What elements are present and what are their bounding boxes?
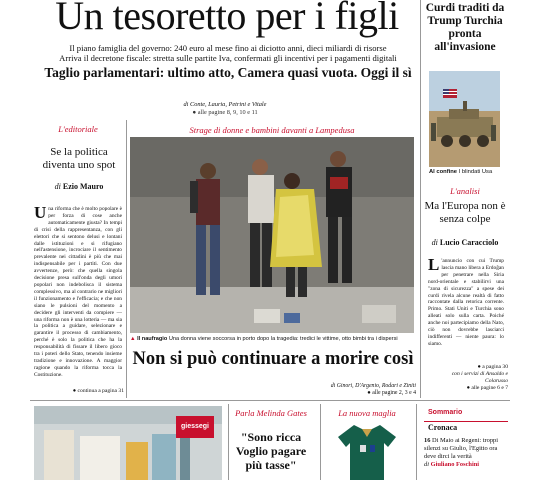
bottom-rule-1 bbox=[228, 404, 229, 480]
analysis-author-name: Lucio Caracciolo bbox=[439, 238, 499, 247]
shirt-kicker: La nuova maglia bbox=[338, 408, 396, 418]
analysis-title: Ma l'Europa non è senza colpe bbox=[424, 200, 506, 225]
main-byline bbox=[120, 101, 330, 117]
rescue-caption bbox=[130, 336, 420, 343]
analysis-continues: ● a pagina 30 bbox=[477, 364, 508, 370]
cronaca-label: Cronaca bbox=[428, 423, 458, 432]
editorial-author bbox=[34, 182, 124, 191]
caption-triangle-icon: ▲ bbox=[130, 336, 136, 342]
photo-story-pages: ● alle pagine 2, 3 e 4 bbox=[367, 390, 416, 396]
editorial-dropcap: U bbox=[34, 206, 47, 222]
editorial-kicker: L'editoriale bbox=[58, 124, 98, 134]
photo-story-byline-names: di Ginori, D'Argenio, Rodari e Ziniti bbox=[330, 383, 416, 389]
tank-caption-text: I blindati Usa bbox=[458, 169, 493, 175]
tank-photo bbox=[429, 71, 500, 167]
analysis-author-prefix: di bbox=[431, 238, 438, 247]
editorial-text: na riforma che è molto popolare è per forza di cose anche automaticamente giusta? In tempi di crisi della rappresentanza, con gli elettori che si sentono delusi e lontani dalle istituzioni e si rifugiano nell'astensione, incrociare il sentimento prevalente nei cittadini è più che mai indispensabile per i partiti. Con due avvertenze, però: che quella singola decisione presa sull'onda degli umori popolari non indebolisca il sistema complessivo, ma al contrario ne migliori il funzionamento e l'efficacia; e che non siano le pulsioni del momento a decidere gli interventi da compiere — una riforma non è una lotteria — ma sia la politica a guidare, selezionare e garantire il processo di cambiamento, perché è solo la politica che ha la responsabilità di fissare il libero gioco tra i poteri dello Stato, tenendo insieme tradizione e innovazione. A maggior ragione quando la riforma tocca la Costituzione. bbox=[34, 206, 122, 378]
rescue-illustration bbox=[130, 137, 414, 333]
rescue-caption-bold: Il naufragio bbox=[137, 336, 168, 342]
tank-caption bbox=[429, 169, 509, 176]
bottom-rule-3 bbox=[416, 404, 417, 480]
bottom-rule-2 bbox=[320, 404, 321, 480]
analysis-kicker: L'analisi bbox=[450, 186, 480, 196]
tank-caption-bold: Al confine bbox=[429, 169, 458, 175]
main-headline: Un tesoretto per i figli bbox=[55, 0, 399, 38]
editorial-title: Se la politica diventa uno spot bbox=[42, 146, 116, 171]
left-column-rule bbox=[126, 120, 127, 398]
analysis-services-names: con i servizi di Ansaldo e Colarusso bbox=[451, 371, 508, 384]
rescue-photo bbox=[130, 137, 414, 333]
tank-illustration bbox=[429, 71, 500, 167]
analysis-author bbox=[424, 238, 506, 247]
bottom-band-rule bbox=[30, 400, 510, 401]
main-byline-pages: ● alle pagine 8, 9, 10 e 11 bbox=[192, 109, 258, 116]
editorial-continues: ● continua a pagina 31 bbox=[72, 388, 124, 394]
analysis-services bbox=[428, 371, 508, 392]
cronaca-author-prefix: di bbox=[424, 461, 429, 468]
photo-story-byline bbox=[230, 383, 416, 397]
sommario-label: Sommario bbox=[428, 409, 463, 416]
editorial-author-prefix: di bbox=[54, 182, 61, 191]
analysis-dropcap: L bbox=[428, 258, 440, 274]
gates-kicker: Parla Melinda Gates bbox=[235, 408, 307, 418]
cronaca-author-name: Giuliano Foschini bbox=[430, 461, 480, 468]
subhead: Taglio parlamentari: ultimo atto, Camera quasi vuota. Oggi il sì bbox=[44, 65, 412, 80]
ad-logo-text: giessegi bbox=[180, 423, 209, 430]
ad-logo bbox=[176, 416, 214, 438]
deck-line-2: Arriva il decretone fiscale: stretta sulle partite Iva, confermati gli incentivi per i pagamenti digitali bbox=[59, 53, 397, 63]
cronaca-text: Di Maio ai Regeni: troppi silenzi su Giulio, l'Egitto ora deve dirci la verità bbox=[424, 437, 499, 460]
cronaca-page-number: 16 bbox=[424, 437, 431, 444]
analysis-services-pages: ● alle pagine 6 e 7 bbox=[466, 385, 508, 391]
editorial-body bbox=[34, 206, 122, 386]
cronaca-item bbox=[424, 437, 508, 469]
right-column-rule bbox=[420, 0, 421, 398]
main-byline-names: di Conte, Lauria, Petrini e Vitale bbox=[183, 101, 267, 108]
shirt-icon bbox=[336, 423, 398, 480]
deck-line-1: Il piano famiglia del governo: 240 euro al mese fino ai diciotto anni, dieci miliardi di risorse bbox=[69, 43, 387, 53]
photo-story-headline: Non si può continuare a morire così bbox=[132, 349, 414, 369]
sommario-rule bbox=[424, 421, 508, 422]
right-top-title: Curdi traditi da Trump Turchia pronta all'invasione bbox=[425, 2, 505, 53]
analysis-text: 'annuncio con cui Trump lascia mano libera a Erdoğan per penetrare nella Siria nord-orientale e stabilirvi una "zona di sicurezza" a spese dei curdi rivela alcune realtà di fatto raccontate dalla retorica corrente. Primo. Stati Uniti e Turchia sono alleati solo sulla carta. Poiché anche noi partecipiamo della Nato, ciò non dovrebbe lasciarci indifferenti — niente paura: lo siamo. bbox=[428, 258, 504, 347]
analysis-body bbox=[428, 258, 504, 362]
photo-story-kicker: Strage di donne e bambini davanti a Lampedusa bbox=[189, 125, 355, 135]
editorial-author-name: Ezio Mauro bbox=[62, 182, 104, 191]
gates-quote: "Sono ricca Voglio pagare più tasse" bbox=[235, 430, 307, 472]
green-shirt-image bbox=[336, 423, 398, 480]
rescue-caption-text: Una donna viene soccorsa in porto dopo la tragedia: tredici le vittime, otto bimbi tra i dispersi bbox=[168, 336, 398, 342]
